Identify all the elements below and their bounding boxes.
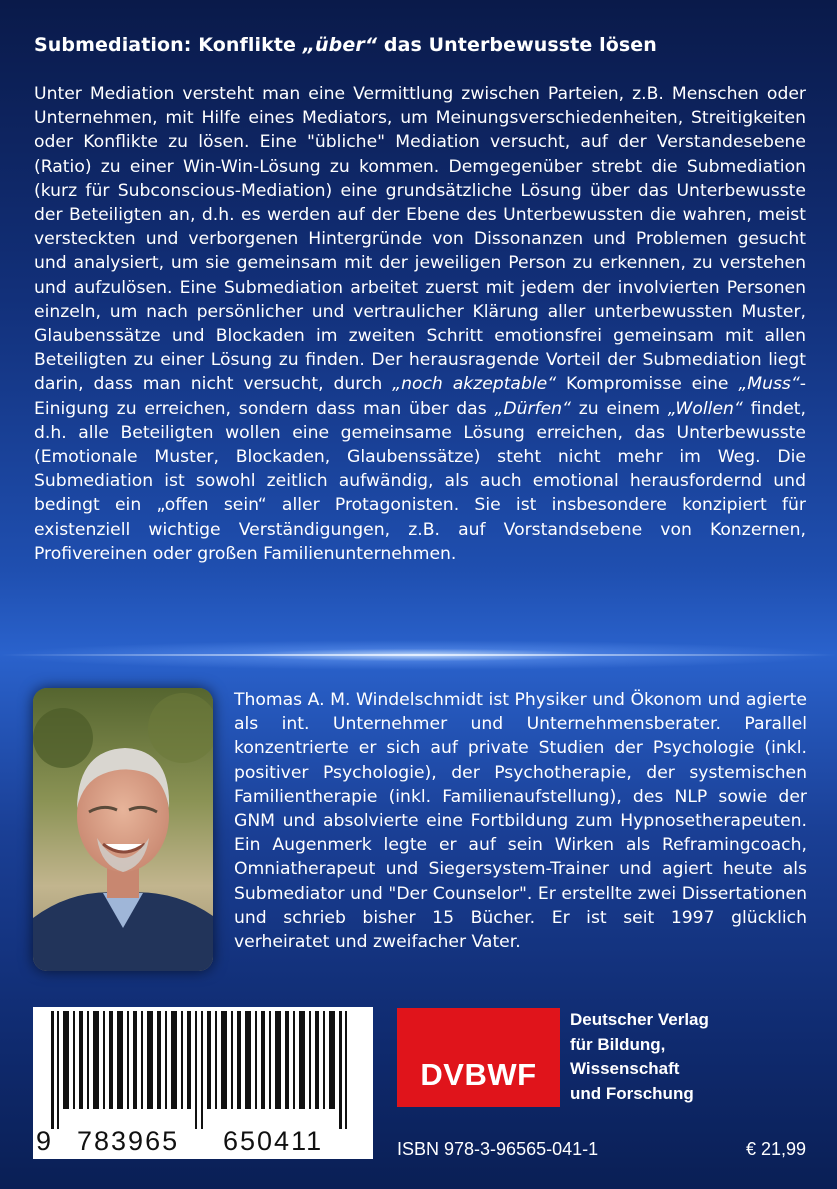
barcode-digit-group-1: 783965 [77, 1126, 180, 1156]
isbn-barcode [33, 1007, 373, 1159]
back-cover-title [34, 34, 804, 56]
title-part-1: Submediation: Konflikte [34, 34, 303, 56]
blurb-text-5: findet, d.h. alle Beteiligten wollen eine gemeinsame Lösung erreichen, das Unterbewusste (Emotionale Muster, Blockaden, Glaubenssätze) steht nicht mehr im Weg. Die Submediation ist sowohl zeitlich aufwändig, als auch emotional herausfordernd und bedingt ein „offen sein“ aller Protagonisten. Sie ist insbesondere konzipiert für existenziell wichtige Verständigungen, z.B. auf Vorstandsebene von Konzernen, Profivereinen oder großen Familienunternehmen. [34, 398, 806, 564]
publisher-line-4: und Forschung [570, 1083, 694, 1103]
blurb-text-1: Unter Mediation versteht man eine Vermittlung zwischen Parteien, z.B. Menschen oder Unternehmen, mit Hilfe eines Mediators, um Meinungsverschiedenheiten, Streitigkeiten oder Konflikte zu lösen. Eine "übliche" Mediation versucht, auf der Verstandesebene (Ratio) zu einer Win-Win-Lösung zu kommen. Demgegenüber strebt die Submediation (kurz für Subconscious-Mediation) eine grundsätzliche Lösung über das Unterbewusste der Beteiligten an, d.h. es werden auf der Ebene des Unterbewussten die wahren, meist versteckten und verborgenen Hintergründe von Dissonanzen und Problemen gesucht und analysiert, um sie gemeinsam mit der jeweiligen Person zu erkennen, zu verstehen und aufzulösen. Eine Submediation arbeitet zuerst mit jedem der involvierten Personen einzeln, um nach persönlicher und vertraulicher Klärung aller unterbewussten Muster, Glaubenssätze und Blockaden im zweiten Schritt emotionsfrei gemeinsam mit allen Beteiligten zu einer Lösung zu finden. Der herausragende Vorteil der Submediation liegt darin, dass man nicht versucht, durch [34, 84, 806, 395]
horizon-line [0, 654, 837, 656]
publisher-logo [397, 1008, 560, 1107]
blurb-text-2: Kompromisse eine [556, 374, 739, 395]
publisher-line-3: Wissenschaft [570, 1059, 680, 1078]
blurb-emphasis-3: „Dürfen“ [494, 398, 571, 419]
blurb-emphasis-2: „Muss“ [738, 374, 800, 395]
blurb-emphasis-4: „Wollen“ [667, 398, 743, 419]
blurb-emphasis-1: „noch akzeptable“ [392, 374, 557, 395]
publisher-logo-text: DVBWF [420, 1057, 537, 1092]
isbn-number: ISBN 978-3-96565-041-1 [397, 1139, 599, 1159]
publisher-line-2: für Bildung, [570, 1034, 666, 1054]
publisher-name [570, 1008, 810, 1106]
title-emphasis: „über“ [302, 34, 378, 56]
author-portrait-illustration [33, 688, 213, 971]
publisher-line-1: Deutscher Verlag [570, 1010, 709, 1029]
author-bio: Thomas A. M. Windelschmidt ist Physiker und Ökonom und agierte als int. Unternehmer und Unternehmensberater. Parallel konzentrierte er sich auf private Studien der Psychologie (inkl. positiver Psychologie), der Psychotherapie, der systemischen Familientherapie (inkl. Familienaufstellung), des NLP sowie der GNM und absolvierte eine Fortbildung zum Hypnosetherapeuten. Ein Augenmerk legte er auf sein Wirken als Reframingcoach, Omniatherapeut und Siegersystem-Trainer und agiert heute als Submediator und "Der Counselor". Er erstellte zwei Dissertationen und schrieb bisher 15 Bücher. Er ist seit 1997 glücklich verheiratet und zweifacher Vater. [234, 690, 807, 953]
barcode-digit-first: 9 [36, 1126, 52, 1156]
barcode-digit-group-2: 650411 [223, 1126, 324, 1156]
price: € 21,99 [745, 1139, 806, 1159]
blurb-text-4: zu einem [570, 398, 668, 419]
author-photo [33, 688, 213, 971]
title-part-2: das Unterbewusste lösen [377, 34, 657, 56]
blurb-text-3: -Einigung zu erreichen, sondern dass man über das [34, 374, 806, 419]
blurb-paragraph [34, 82, 806, 566]
